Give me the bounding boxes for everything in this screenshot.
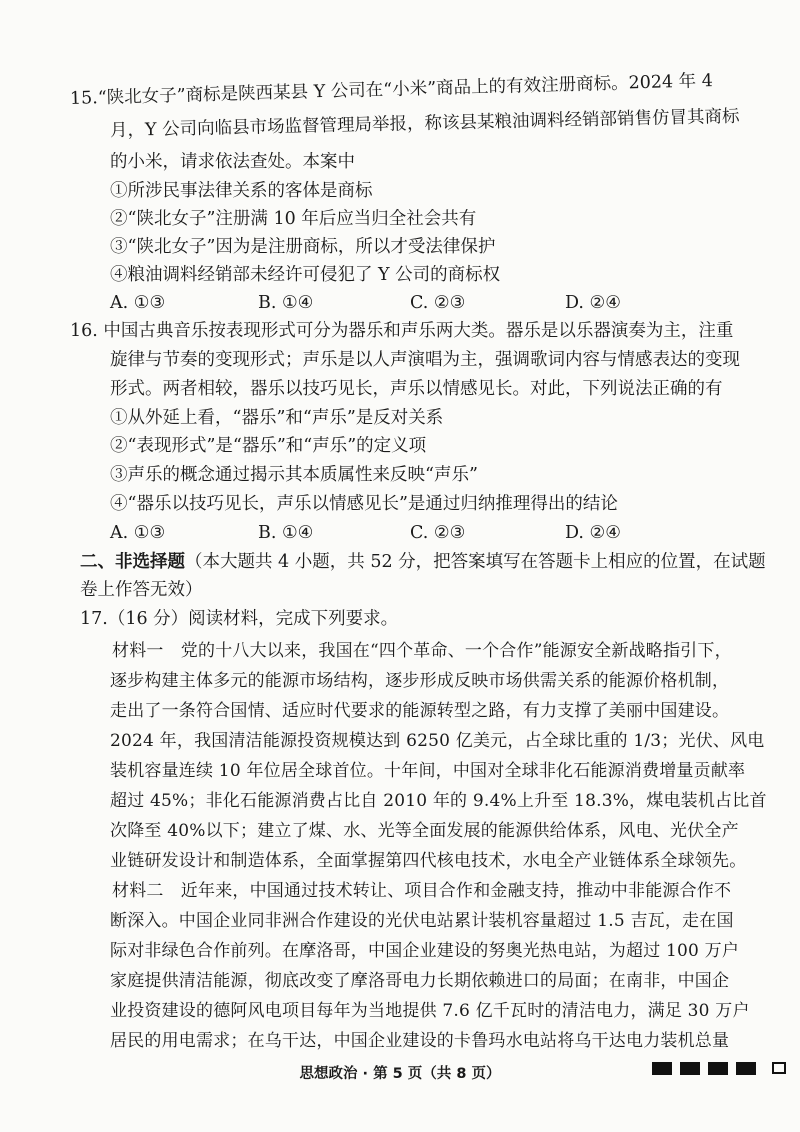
- material-line: 次降至 40%以下；建立了煤、水、光等全面发展的能源供给体系，风电、光伏全产: [110, 821, 739, 841]
- question-16-statement: ④“器乐以技巧见长，声乐以情感见长”是通过归纳推理得出的结论: [110, 494, 618, 514]
- material-line: 业投资建设的德阿风电项目每年为当地提供 7.6 亿千瓦时的清洁电力，满足 30 万户: [110, 1001, 750, 1021]
- question-15-statement: ③“陕北女子”因为是注册商标，所以才受法律保护: [110, 237, 496, 257]
- option-a: A. ①③: [110, 293, 166, 313]
- material-line: 超过 45%；非化石能源消费占比自 2010 年的 9.4%上升至 18.3%，煤电装机占比首: [110, 791, 767, 811]
- option-d: D. ②④: [565, 293, 621, 313]
- section-description-cont: 卷上作答无效）: [80, 580, 203, 600]
- question-15-statement: ④粮油调料经销部未经许可侵犯了 Y 公司的商标权: [110, 265, 501, 285]
- material-line: 逐步构建主体多元的能源市场结构，逐步形成反映市场供需关系的能源价格机制，: [110, 671, 730, 691]
- option-b: B. ①④: [258, 523, 314, 543]
- question-15-line: 的小米，请求依法查处。本案中: [110, 152, 355, 172]
- material-line: 际对非绿色合作前列。在摩洛哥，中国企业建设的努奥光热电站，为超过 100 万户: [110, 941, 740, 961]
- option-c: C. ②③: [410, 293, 466, 313]
- registration-mark: [736, 1062, 756, 1075]
- option-b: B. ①④: [258, 293, 314, 313]
- question-16-line: 旋律与节奏的变现形式；声乐是以人声演唱为主，强调歌词内容与情感表达的变现: [110, 350, 740, 370]
- page-footer: 思想政治 · 第 5 页（共 8 页）: [299, 1066, 501, 1082]
- question-17-heading: 17.（16 分）阅读材料，完成下列要求。: [80, 609, 399, 629]
- question-16-statement: ③声乐的概念通过揭示其本质属性来反映“声乐”: [110, 465, 478, 485]
- registration-mark: [680, 1062, 700, 1075]
- section-title: 二、非选择题: [80, 552, 185, 572]
- question-16-options: [110, 522, 670, 544]
- material-line: 材料二 近年来，中国通过技术转让、项目合作和金融支持，推动中非能源合作不: [112, 881, 732, 901]
- material-line: 材料一 党的十八大以来，我国在“四个革命、一个合作”能源安全新战略指引下，: [112, 641, 732, 661]
- registration-mark-hollow: [772, 1062, 786, 1074]
- material-line: 家庭提供清洁能源，彻底改变了摩洛哥电力长期依赖进口的局面；在南非，中国企: [110, 971, 730, 991]
- section-heading: [80, 551, 766, 573]
- section-description: （本大题共 4 小题，共 52 分，把答案填写在答题卡上相应的位置，在试题: [185, 552, 766, 572]
- question-15-line: 15.“陕北女子”商标是陕西某县 Y 公司在“小米”商品上的有效注册商标。2024 年 4: [69, 71, 714, 109]
- material-line: 居民的用电需求；在乌干达，中国企业建设的卡鲁玛水电站将乌干达电力装机总量: [110, 1031, 730, 1051]
- material-line: 断深入。中国企业同非洲合作建设的光伏电站累计装机容量超过 1.5 吉瓦，走在国: [110, 911, 734, 931]
- option-c: C. ②③: [410, 523, 466, 543]
- question-15-statement: ②“陕北女子”注册满 10 年后应当归全社会共有: [110, 209, 477, 229]
- registration-mark: [652, 1062, 672, 1075]
- material-line: 走出了一条符合国情、适应时代要求的能源转型之路，有力支撑了美丽中国建设。: [110, 701, 730, 721]
- material-line: 业链研发设计和制造体系，全面掌握第四代核电技术，水电全产业链体系全球领先。: [110, 851, 747, 871]
- question-16-line: 形式。两者相较，器乐以技巧见长，声乐以情感见长。对此，下列说法正确的有: [110, 379, 723, 399]
- question-15-options: [110, 292, 670, 314]
- material-line: 装机容量连续 10 年位居全球首位。十年间，中国对全球非化石能源消费增量贡献率: [110, 761, 746, 781]
- question-16-line: 16. 中国古典音乐按表现形式可分为器乐和声乐两大类。器乐是以乐器演奏为主，注重: [70, 321, 734, 341]
- question-16-statement: ②“表现形式”是“器乐”和“声乐”的定义项: [110, 436, 427, 456]
- option-d: D. ②④: [565, 523, 621, 543]
- registration-mark: [708, 1062, 728, 1075]
- question-15-line: 月，Y 公司向临县市场监督管理局举报，称该县某粮油调料经销部销售仿冒其商标: [109, 106, 740, 141]
- option-a: A. ①③: [110, 523, 166, 543]
- question-15-statement: ①所涉民事法律关系的客体是商标: [110, 181, 373, 201]
- material-line: 2024 年，我国清洁能源投资规模达到 6250 亿美元，占全球比重的 1/3；光伏、风电: [110, 731, 765, 751]
- question-16-statement: ①从外延上看，“器乐”和“声乐”是反对关系: [110, 408, 444, 428]
